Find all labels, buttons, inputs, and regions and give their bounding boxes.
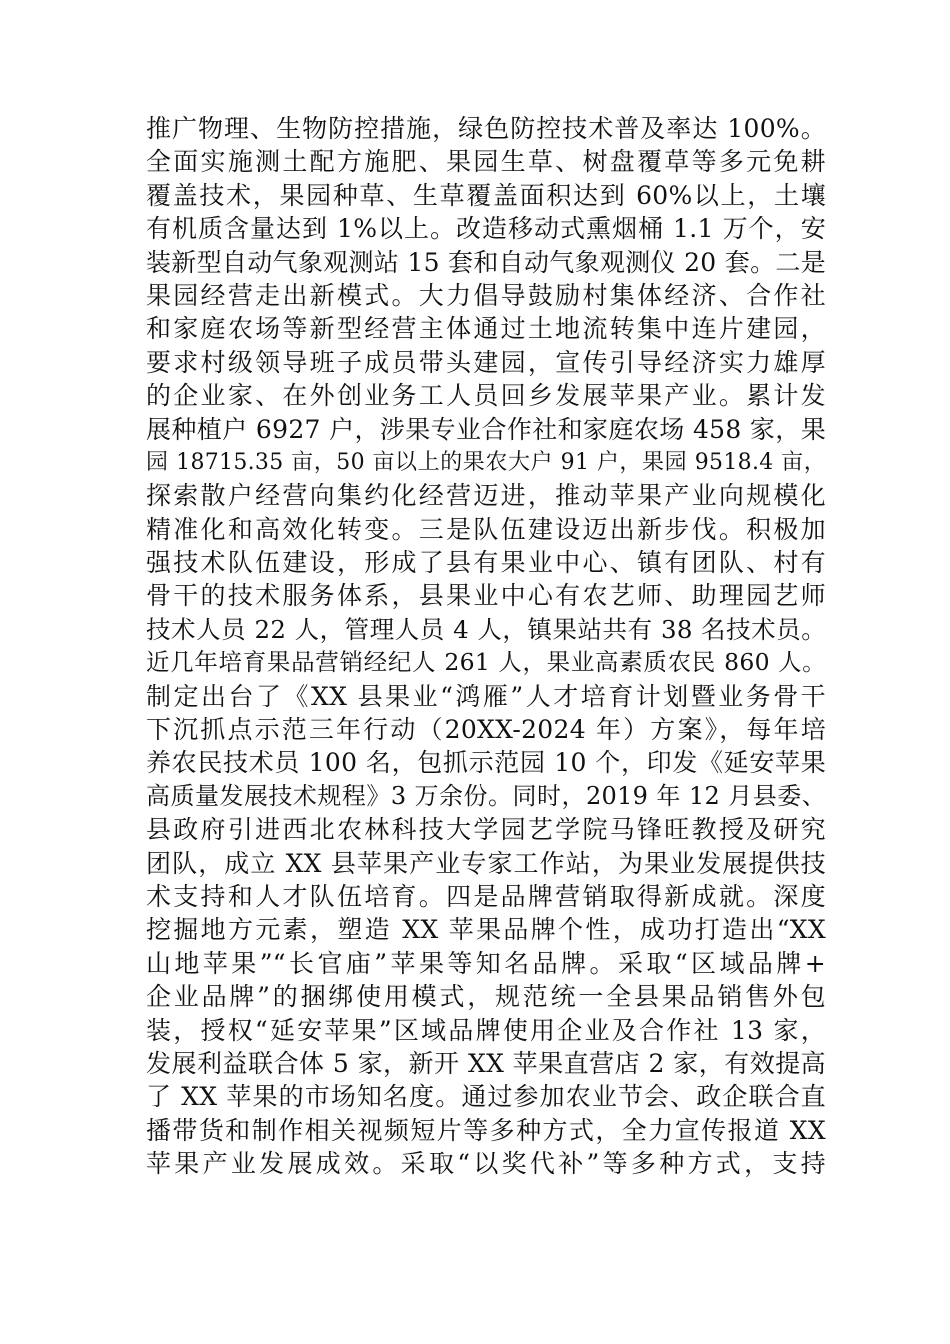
text-line: 县政府引进西北农林科技大学园艺学院马锋旺教授及研究 (146, 815, 826, 845)
text-line: 山地苹果”“长官庙”苹果等知名品牌。采取“区域品牌+ (146, 948, 826, 978)
text-line: 苹果产业发展成效。采取“以奖代补”等多种方式，支持 (146, 1149, 826, 1179)
text-line: 装，授权“延安苹果”区域品牌使用企业及合作社 13 家， (146, 1015, 826, 1045)
text-line: 挖掘地方元素，塑造 XX 苹果品牌个性，成功打造出“XX (146, 915, 826, 945)
text-line: 探索散户经营向集约化经营迈进，推动苹果产业向规模化 (146, 481, 826, 511)
body-text (146, 112, 826, 1181)
text-line: 推广物理、生物防控措施，绿色防控技术普及率达 100%。 (146, 114, 826, 143)
text-line: 园 18715.35 亩，50 亩以上的果农大户 91 户，果园 9518.4 亩， (146, 449, 826, 475)
text-line: 发展利益联合体 5 家，新开 XX 苹果直营店 2 家，有效提高 (146, 1048, 826, 1078)
text-line: 技术人员 22 人，管理人员 4 人，镇果站共有 38 名技术员。 (146, 614, 826, 644)
text-line: 了 XX 苹果的市场知名度。通过参加农业节会、政企联合直 (146, 1082, 826, 1112)
text-line: 团队，成立 XX 县苹果产业专家工作站，为果业发展提供技 (146, 848, 826, 878)
text-line: 精准化和高效化转变。三是队伍建设迈出新步伐。积极加 (146, 514, 826, 544)
text-line: 要求村级领导班子成员带头建园，宣传引导经济实力雄厚 (146, 347, 826, 377)
text-line: 骨干的技术服务体系，县果业中心有农艺师、助理园艺师 (146, 581, 826, 611)
text-line: 养农民技术员 100 名，包抓示范园 10 个，印发《延安苹果 (146, 748, 826, 778)
text-line: 装新型自动气象观测站 15 套和自动气象观测仪 20 套。二是 (146, 247, 826, 277)
text-line: 近几年培育果品营销经纪人 261 人，果业高素质农民 860 人。 (146, 648, 826, 677)
text-line: 术支持和人才队伍培育。四是品牌营销取得新成就。深度 (146, 881, 826, 911)
text-line: 企业品牌”的捆绑使用模式，规范统一全县果品销售外包 (146, 982, 826, 1012)
text-line: 果园经营走出新模式。大力倡导鼓励村集体经济、合作社 (146, 280, 826, 310)
text-line: 强技术队伍建设，形成了县有果业中心、镇有团队、村有 (146, 548, 826, 578)
text-line: 展种植户 6927 户，涉果专业合作社和家庭农场 458 家，果 (146, 414, 826, 444)
text-line: 高质量发展技术规程》3 万余份。同时，2019 年 12 月县委、 (146, 781, 826, 810)
text-line: 有机质含量达到 1%以上。改造移动式熏烟桶 1.1 万个，安 (146, 214, 826, 244)
text-line: 下沉抓点示范三年行动（20XX-2024 年）方案》，每年培 (146, 715, 826, 745)
text-line: 制定出台了《XX 县果业“鸿雁”人才培育计划暨业务骨干 (146, 681, 826, 711)
text-line: 覆盖技术，果园种草、生草覆盖面积达到 60%以上，土壤 (146, 180, 826, 210)
text-line: 和家庭农场等新型经营主体通过土地流转集中连片建园， (146, 314, 826, 344)
text-line: 的企业家、在外创业务工人员回乡发展苹果产业。累计发 (146, 381, 826, 411)
text-line: 全面实施测土配方施肥、果园生草、树盘覆草等多元免耕 (146, 147, 826, 177)
text-line: 播带货和制作相关视频短片等多种方式，全力宣传报道 XX (146, 1115, 826, 1145)
